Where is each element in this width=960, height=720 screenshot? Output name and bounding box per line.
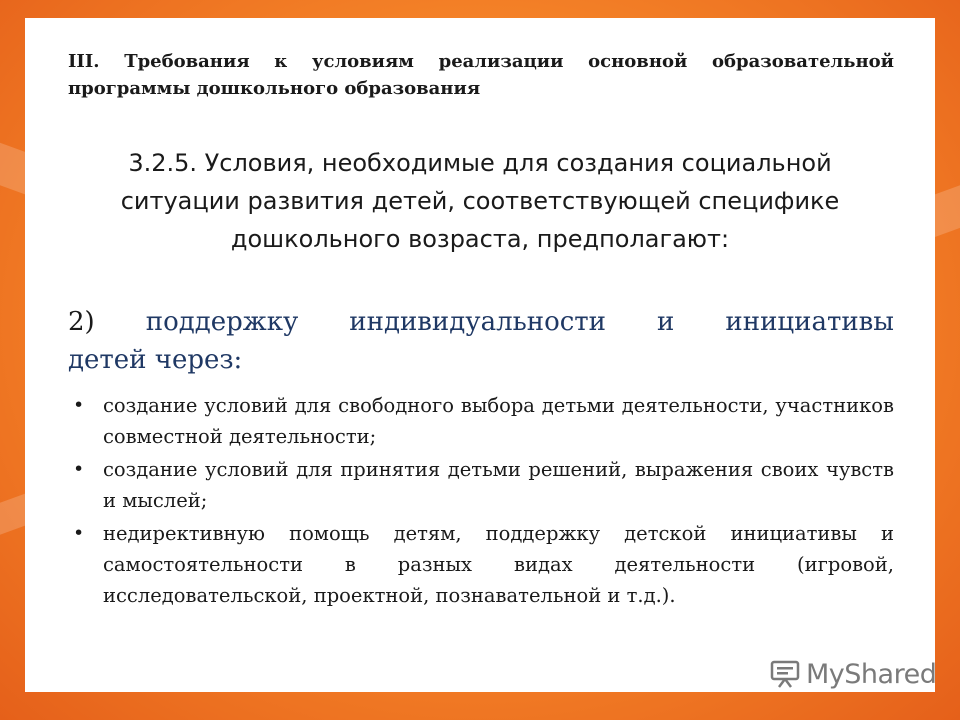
logo-text: MyShared	[806, 658, 937, 690]
slide-panel	[25, 18, 935, 692]
bullet-marker: •	[73, 458, 85, 480]
point-number: 2)	[68, 307, 95, 337]
presentation-board-icon	[770, 659, 800, 689]
list-item	[68, 518, 894, 611]
point-heading-line2: детей через:	[68, 345, 243, 375]
list-item-text: создание условий для свободного выбора детьми деятельности, участников совместной деятельности;	[103, 394, 894, 448]
point-heading-line1: поддержку индивидуальности и инициативы	[145, 307, 895, 337]
list-item	[68, 390, 894, 452]
list-item	[68, 454, 894, 516]
myshared-logo	[770, 656, 936, 692]
point-heading	[68, 303, 894, 341]
bullet-list	[68, 390, 894, 613]
list-item-text: недирективную помощь детям, поддержку детской инициативы и самостоятельности в разных видах деятельности (игровой, исследовательской, проектной, познавательной и т.д.).	[103, 522, 894, 607]
slide-subtitle: 3.2.5. Условия, необходимые для создания социальной ситуации развития детей, соответствующей специфике дошкольного возраста, предполагают:	[120, 149, 840, 253]
slide-header: III. Требования к условиям реализации основной образовательной программы дошкольного образования	[68, 51, 894, 99]
bullet-marker: •	[73, 394, 85, 416]
list-item-text: создание условий для принятия детьми решений, выражения своих чувств и мыслей;	[103, 458, 894, 512]
bullet-marker: •	[73, 522, 85, 544]
